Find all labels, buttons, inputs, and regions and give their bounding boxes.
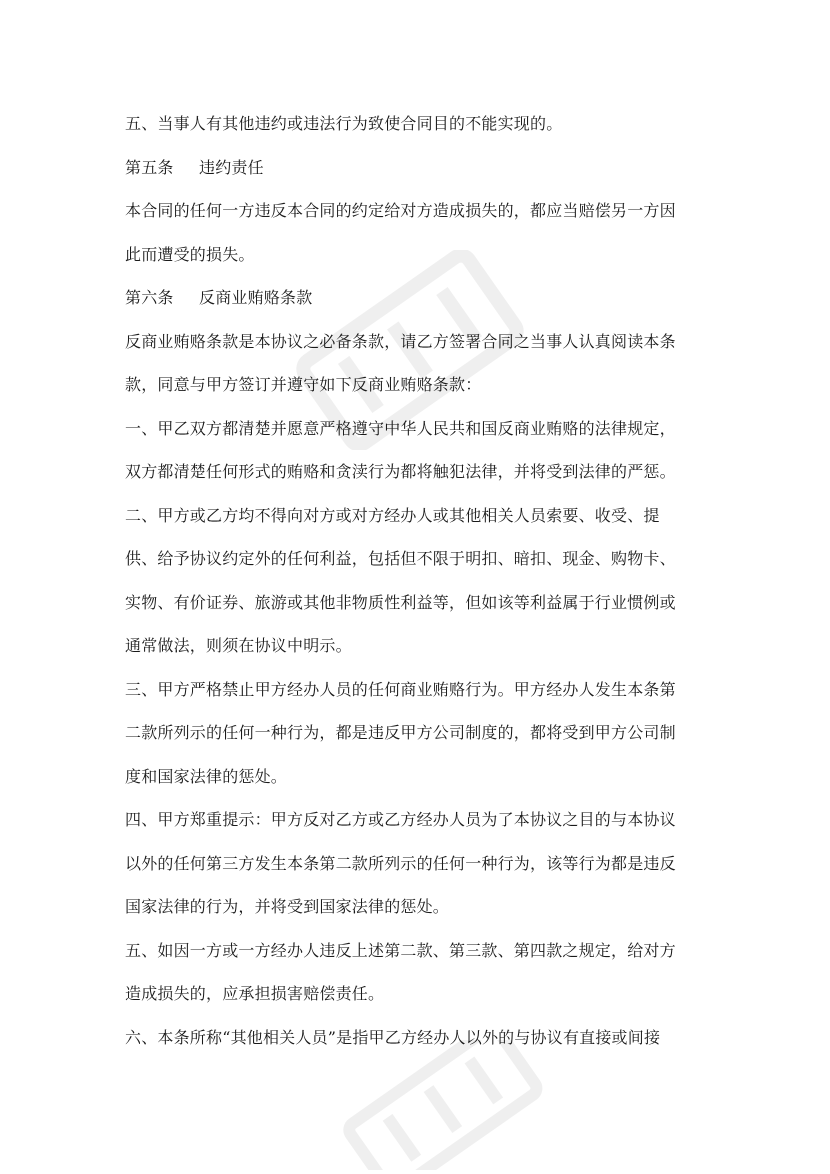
section-title: 违约责任 — [199, 157, 264, 177]
text-line: 以外的任何第三方发生本条第二款所列示的任何一种行为，该等行为都是违反 — [125, 853, 676, 873]
text-line: 款，同意与甲方签订并遵守如下反商业贿赂条款： — [125, 375, 482, 394]
text-line: 五、如因一方或一方经办人违反上述第二款、第三款、第四款之规定，给对方 — [125, 940, 676, 960]
section-heading — [125, 146, 715, 190]
text-line: 六、本条所称“其他相关人员”是指甲乙方经办人以外的与协议有直接或间接 — [125, 1027, 661, 1047]
text-line: 反商业贿赂条款是本协议之必备条款，请乙方签署合同之当事人认真阅读本条 — [125, 331, 676, 351]
section-number: 第六条 — [125, 288, 174, 307]
text-line: 度和国家法律的惩处。 — [125, 766, 288, 786]
text-line: 造成损失的，应承担损害赔偿责任。 — [125, 984, 385, 1003]
section-title: 反商业贿赂条款 — [199, 288, 313, 307]
text-line: 双方都清楚任何形式的贿赂和贪渎行为都将触犯法律，并将受到法律的严惩。 — [125, 462, 676, 481]
text-line: 五、当事人有其他违约或违法行为致使合同目的不能实现的。 — [125, 114, 563, 133]
section-number: 第五条 — [125, 157, 174, 177]
text-line: 实物、有价证券、旅游或其他非物质性利益等，但如该等利益属于行业惯例或 — [125, 592, 676, 612]
text-line: 三、甲方严格禁止甲方经办人员的任何商业贿赂行为。甲方经办人发生本条第 — [125, 679, 676, 699]
text-line: 国家法律的行为，并将受到国家法律的惩处。 — [125, 897, 450, 916]
watermark-logo — [330, 1040, 550, 1170]
text-line: 二、甲方或乙方均不得向对方或对方经办人或其他相关人员索要、收受、提 — [125, 505, 660, 525]
text-line: 通常做法，则须在协议中明示。 — [125, 636, 352, 655]
document-body — [125, 102, 715, 1059]
text-line: 四、甲方郑重提示：甲方反对乙方或乙方经办人员为了本协议之目的与本协议 — [125, 810, 676, 829]
text-line: 供、给予协议约定外的任何利益，包括但不限于明扣、暗扣、现金、购物卡、 — [125, 549, 676, 568]
text-line: 本合同的任何一方违反本合同的约定给对方造成损失的，都应当赔偿另一方因 — [125, 201, 676, 220]
text-line: 此而遭受的损失。 — [125, 244, 255, 264]
text-line: 一、甲乙双方都清楚并愿意严格遵守中华人民共和国反商业贿赂的法律规定， — [125, 418, 676, 438]
text-line: 二款所列示的任何一种行为，都是违反甲方公司制度的，都将受到甲方公司制 — [125, 723, 676, 742]
section-heading — [125, 276, 715, 320]
